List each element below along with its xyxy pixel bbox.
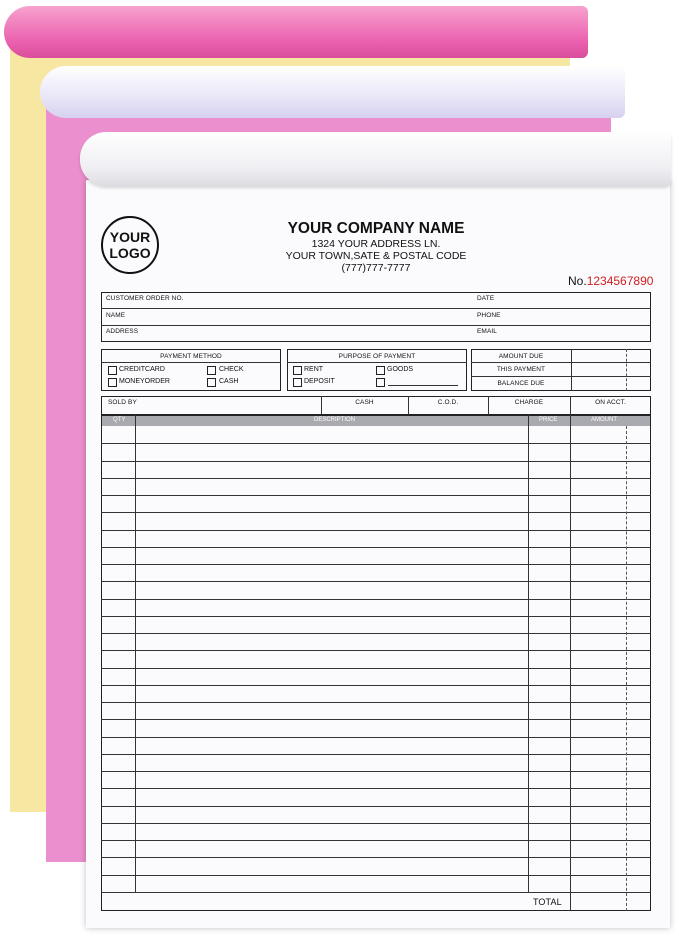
table-row-line <box>101 823 651 824</box>
order-number <box>568 274 653 288</box>
lavender-binding-strip <box>40 66 625 118</box>
item-table <box>101 415 651 911</box>
company-logo <box>101 216 159 274</box>
creditcard-label: CREDITCARD <box>119 366 165 373</box>
deposit-label: DEPOSIT <box>304 378 335 385</box>
table-row-line <box>101 478 651 479</box>
table-row-line <box>101 599 651 600</box>
table-row-line <box>101 581 651 582</box>
table-row-line <box>101 530 651 531</box>
amount-due-label: AMOUNT DUE <box>498 353 544 360</box>
logo-text-line1: YOUR <box>109 229 151 245</box>
table-row-line <box>101 564 651 565</box>
date-label: DATE <box>477 295 495 302</box>
company-phone: (777)777-7777 <box>341 262 411 274</box>
company-address-line2: YOUR TOWN,SATE & POSTAL CODE <box>285 250 467 262</box>
table-row-line <box>101 788 651 789</box>
white-binding-strip <box>80 132 671 186</box>
table-row-line <box>101 875 651 876</box>
table-row-line <box>101 685 651 686</box>
moneyorder-checkbox[interactable] <box>108 378 117 387</box>
customer-order-no-label: CUSTOMER ORDER NO. <box>106 295 184 302</box>
cash-checkbox[interactable] <box>207 378 216 387</box>
table-row-line <box>101 650 651 651</box>
description-column-header: DESCRIPTION <box>314 417 356 423</box>
company-address-line1: 1324 YOUR ADDRESS LN. <box>311 238 441 250</box>
company-name: YOUR COMPANY NAME <box>287 220 465 237</box>
table-row-line <box>101 840 651 841</box>
creditcard-checkbox[interactable] <box>108 366 117 375</box>
payment-method-title: PAYMENT METHOD <box>160 353 222 360</box>
deposit-checkbox[interactable] <box>293 378 302 387</box>
this-payment-label: THIS PAYMENT <box>496 366 546 373</box>
sold-by-label: SOLD BY <box>108 399 137 406</box>
total-label: TOTAL <box>533 897 562 907</box>
check-label: CHECK <box>219 366 244 373</box>
on-acct-term-label: ON ACCT. <box>595 399 626 406</box>
table-row-line <box>101 857 651 858</box>
price-column-header: PRICE <box>539 417 558 423</box>
check-checkbox[interactable] <box>207 366 216 375</box>
balance-due-label: BALANCE DUE <box>497 380 545 387</box>
moneyorder-label: MONEYORDER <box>119 378 170 385</box>
rent-label: RENT <box>304 366 324 373</box>
charge-term-label: CHARGE <box>514 399 544 406</box>
table-row-line <box>101 547 651 548</box>
qty-column-header: QTY <box>113 417 126 423</box>
order-number-prefix: No. <box>568 274 587 288</box>
cash-label: CASH <box>219 378 239 385</box>
goods-label: GOODS <box>387 366 414 373</box>
goods-checkbox[interactable] <box>376 366 385 375</box>
address-label: ADDRESS <box>106 328 139 335</box>
table-row-line <box>101 461 651 462</box>
cash-term-label: CASH <box>355 399 374 406</box>
table-row-line <box>101 495 651 496</box>
table-row-line <box>101 616 651 617</box>
name-label: NAME <box>106 312 126 319</box>
cod-term-label: C.O.D. <box>437 399 459 406</box>
table-row-line <box>101 719 651 720</box>
table-row-line <box>101 737 651 738</box>
table-row-line <box>101 633 651 634</box>
other-checkbox[interactable] <box>376 378 385 387</box>
logo-text-line2: LOGO <box>109 245 151 261</box>
table-row-line <box>101 754 651 755</box>
table-row-line <box>101 443 651 444</box>
rent-checkbox[interactable] <box>293 366 302 375</box>
pink-binding-strip <box>4 6 588 58</box>
amount-column-header: AMOUNT <box>591 417 617 423</box>
table-row-line <box>101 512 651 513</box>
order-number-value: 1234567890 <box>586 274 654 288</box>
phone-label: PHONE <box>477 312 501 319</box>
other-purpose-line[interactable] <box>388 385 458 386</box>
table-row-line <box>101 771 651 772</box>
email-label: EMAIL <box>477 328 498 335</box>
table-row-line <box>101 668 651 669</box>
table-row-line <box>101 806 651 807</box>
table-row-line <box>101 702 651 703</box>
purpose-title: PURPOSE OF PAYMENT <box>338 353 416 360</box>
